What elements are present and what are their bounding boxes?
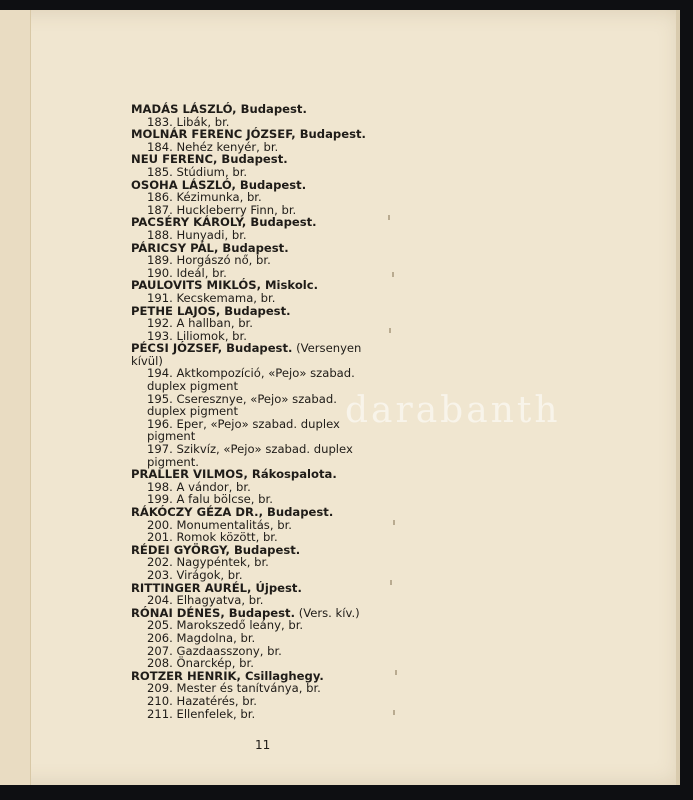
exhibitor-name: PACSÉRY KÁROLY, Budapest. [131, 215, 317, 230]
artwork-item: 186. Kézimunka, br. [147, 190, 262, 205]
exhibitor-name: PAULOVITS MIKLÓS, Miskolc. [131, 278, 319, 293]
artwork-item: 207. Gazdaasszony, br. [147, 643, 282, 658]
artwork-item: 202. Nagypéntek, br. [147, 555, 269, 570]
exhibitor-heading [131, 103, 391, 116]
artwork-item: 185. Stúdium, br. [147, 164, 248, 179]
exhibitor-name: PÁRICSY PÁL, Budapest. [131, 240, 289, 255]
catalog-entry [131, 179, 391, 217]
artwork-item: 194. Aktkompozíció, «Pejo» szabad. duplex pigment [147, 366, 355, 394]
exhibitor-heading [131, 468, 391, 481]
catalog-entry [131, 128, 391, 153]
catalog-entry [131, 279, 391, 304]
catalog-entry [131, 242, 391, 280]
exhibitor-name: PETHE LAJOS, Budapest. [131, 303, 291, 318]
artwork-item: 196. Eper, «Pejo» szabad. duplex pigment [147, 416, 340, 444]
artwork-item: 191. Kecskemama, br. [147, 290, 276, 305]
artwork-item: 203. Virágok, br. [147, 567, 243, 582]
artwork-item: 184. Nehéz kenyér, br. [147, 139, 279, 154]
page [0, 10, 680, 785]
watermark: darabanth [345, 390, 561, 431]
exhibitor-name: OSOHA LÁSZLÓ, Budapest. [131, 177, 307, 192]
catalog-entry [131, 216, 391, 241]
exhibitor-name: RÓNAI DÉNES, Budapest. [131, 605, 295, 620]
artwork-item: 189. Horgászó nő, br. [147, 253, 271, 268]
catalog-entry [131, 342, 391, 468]
exhibitor-name: RÉDEI GYÖRGY, Budapest. [131, 542, 301, 557]
exhibitor-name: MOLNÁR FERENC JÓZSEF, Budapest. [131, 127, 366, 142]
catalog-entry [131, 153, 391, 178]
exhibitor-name: NEU FERENC, Budapest. [131, 152, 288, 167]
catalog-entry [131, 582, 391, 607]
catalog-entry [131, 607, 391, 670]
artwork-item: 193. Liliomok, br. [147, 328, 247, 343]
artwork-item: 188. Hunyadi, br. [147, 227, 247, 242]
catalog-entry [131, 468, 391, 506]
artwork-item: 210. Hazatérés, br. [147, 693, 257, 708]
exhibitor-note: (Versenyen kívül) [131, 341, 362, 368]
artwork-item: 190. Ideál, br. [147, 265, 227, 280]
catalog-entry [131, 305, 391, 343]
artwork-item: 205. Marokszedő leány, br. [147, 618, 304, 633]
catalog-entry [131, 670, 391, 720]
artwork-item: 211. Ellenfelek, br. [147, 706, 256, 721]
artwork-item: 183. Libák, br. [147, 114, 230, 129]
artwork-item: 195. Cseresznye, «Pejo» szabad. duplex pigment [147, 391, 337, 419]
exhibitor-name: ROTZER HENRIK, Csillaghegy. [131, 668, 324, 683]
artwork-item: 199. A falu bölcse, br. [147, 492, 273, 507]
catalog-entry [131, 506, 391, 544]
artwork-item: 206. Magdolna, br. [147, 630, 256, 645]
exhibitor-note: (Vers. kív.) [298, 605, 360, 620]
artwork-item: 201. Romok között, br. [147, 530, 278, 545]
page-number: 11 [255, 738, 271, 752]
exhibitor-name: PRALLER VILMOS, Rákospalota. [131, 467, 337, 482]
exhibitor-name: RÁKÓCZY GÉZA DR., Budapest. [131, 505, 334, 519]
artwork-item: 192. A hallban, br. [147, 316, 253, 331]
catalog-entry [131, 544, 391, 582]
artwork-item: 198. A vándor, br. [147, 479, 251, 494]
artwork-item: 204. Elhagyatva, br. [147, 593, 264, 608]
artwork-item: 197. Szikvíz, «Pejo» szabad. duplex pigment. [147, 442, 353, 469]
page-edge [676, 10, 680, 785]
exhibitor-name: PÉCSI JÓZSEF, Budapest. [131, 341, 293, 356]
catalog-entries [131, 103, 391, 720]
exhibitor-heading [131, 506, 391, 519]
artwork-item: 200. Monumentalitás, br. [147, 517, 292, 532]
exhibitor-name: MADÁS LÁSZLÓ, Budapest. [131, 102, 307, 116]
exhibitor-heading [131, 128, 391, 141]
exhibitor-name: RITTINGER AURÉL, Újpest. [131, 580, 302, 595]
artwork-item: 187. Huckleberry Finn, br. [147, 202, 297, 217]
artwork-item: 209. Mester és tanítványa, br. [147, 681, 321, 696]
catalog-entry [131, 103, 391, 128]
binding-edge [0, 10, 31, 785]
exhibitor-heading [131, 342, 391, 367]
artwork-item: 208. Önarckép, br. [147, 656, 254, 671]
